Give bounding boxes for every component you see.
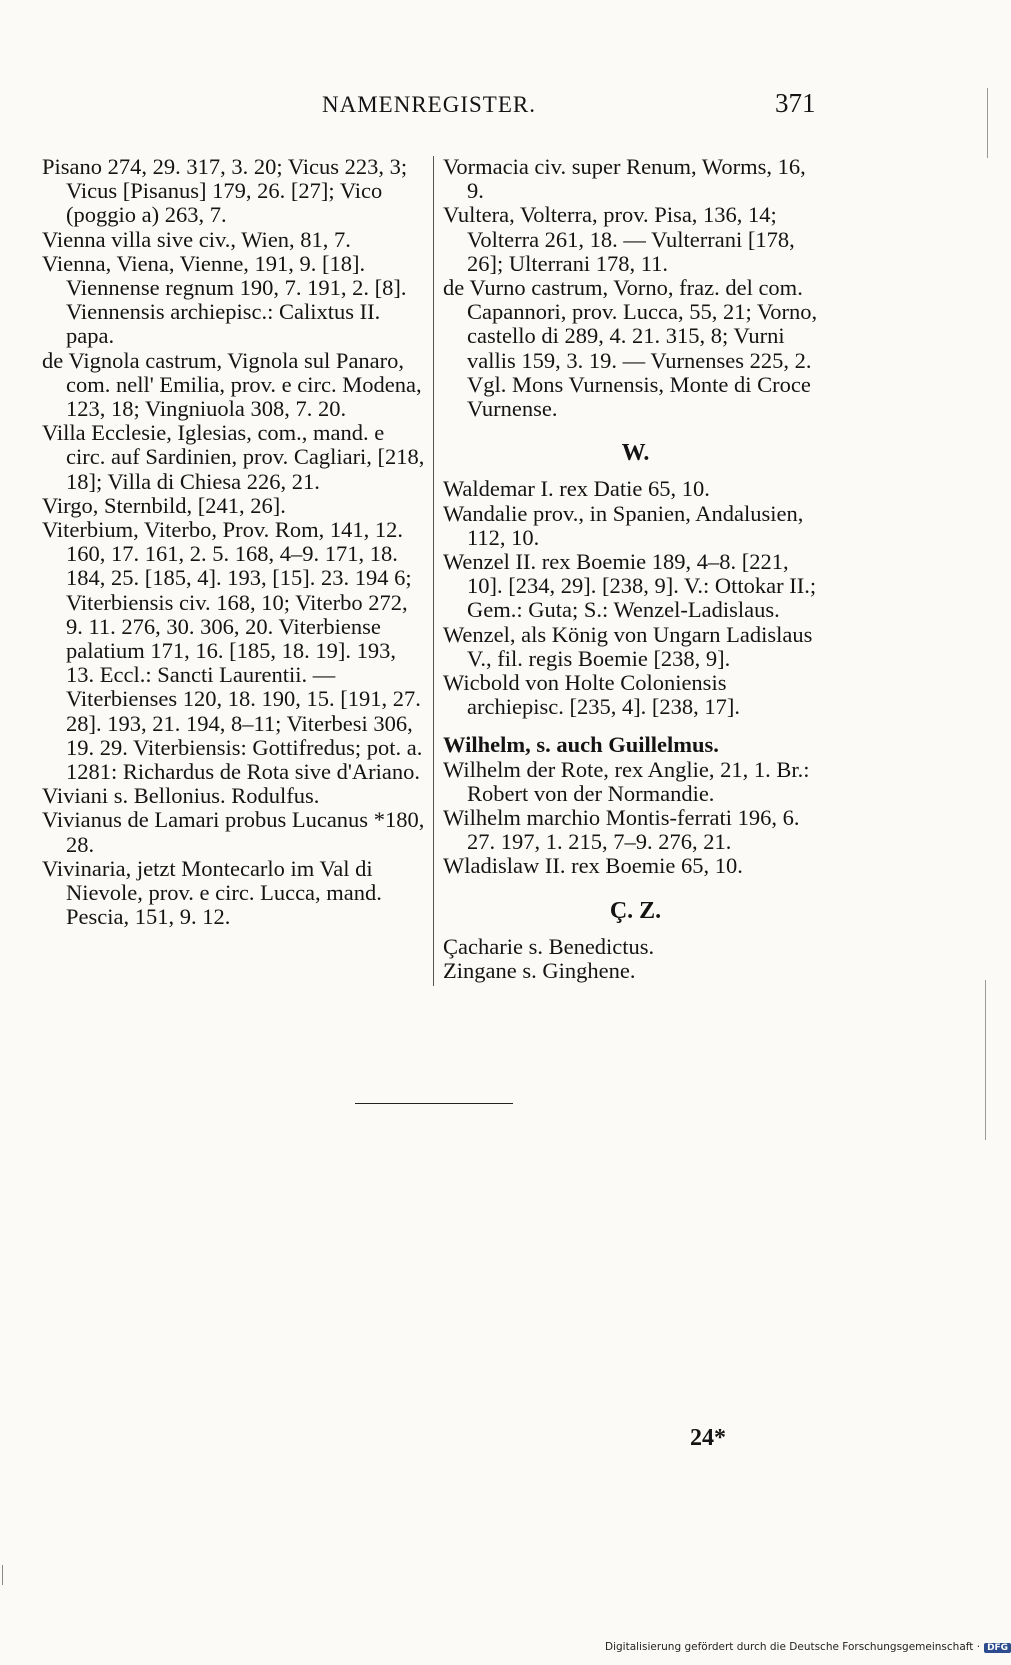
section-heading-w: W. [621,440,650,467]
index-entry: Vivinaria, jetzt Montecarlo im Val di Nievole, prov. e circ. Lucca, mand. Pescia, 151, 9. 12. [42,855,382,930]
margin-mark [2,1565,3,1585]
index-column-left [42,155,427,930]
index-entry: Wandalie prov., in Spanien, Andalusien, 112, 10. [443,500,804,550]
index-entry: Viterbium, Viterbo, Prov. Rom, 141, 12. 160, 17. 161, 2. 5. 168, 4–9. 171, 18. 184, 25. [185, 4]. 193, [15]. 23. 194 6; Viterbiensis civ. 168, 10; Viterbo 272, 9. 11. 276, 30. 306, 20. Viterbiense palatium 171, 16. [185, 18. 19]. 193, 13. Eccl.: Sancti Laurentii. — Viterbienses 120, 18. 190, 15. [191, 27. 28]. 193, 21. 194, 8–11; Viterbesi 306, 19. 29. Viterbiensis: Gottifredus; pot. a. 1281: Richardus de Rota sive d'Ariano. [42,517,423,785]
footer-credit [605,1641,1011,1653]
index-entry: Wilhelm marchio Montis-ferrati 196, 6. 27. 197, 1. 215, 7–9. 276, 21. [443,805,800,855]
signature-mark: 24* [690,1425,726,1451]
index-entry: Vivianus de Lamari probus Lucanus *180, 28. [42,807,425,857]
index-entry: Wenzel, als König von Ungarn Ladislaus V., fil. regis Boemie [238, 9]. [443,621,813,671]
margin-mark [985,980,986,1140]
see-also-entry: Wilhelm, s. auch Guillelmus. [443,732,719,758]
index-entry: Villa Ecclesie, Iglesias, com., mand. e circ. auf Sardinien, prov. Cagliari, [218, 18]; Villa di Chiesa 226, 21. [42,420,425,494]
index-entry: Vienna, Viena, Vienne, 191, 9. [18]. Viennense regnum 190, 7. 191, 2. [8]. Viennensis archiepisc.: Calixtus II. papa. [42,250,407,349]
page-title: NAMENREGISTER. [322,92,536,117]
end-rule [355,1103,513,1104]
section-heading-cz: Ç. Z. [609,897,662,924]
dfg-logo: DFG [984,1643,1011,1653]
index-entry: Wenzel II. rex Boemie 189, 4–8. [221, 10]. [234, 29]. [238, 9]. V.: Ottokar II.; Gem.: Guta; S.: Wenzel-Ladislaus. [443,549,817,623]
page-number: 371 [775,88,816,118]
index-entry: Wladislaw II. rex Boemie 65, 10. [443,853,743,879]
index-column-right [443,155,828,983]
index-entry: Çacharie s. Benedictus. [443,933,655,959]
index-entry: Pisano 274, 29. 317, 3. 20; Vicus 223, 3; Vicus [Pisanus] 179, 26. [27]; Vico (poggio a) 263, 7. [42,154,408,228]
index-entry: Wicbold von Holte Coloniensis archiepisc. [235, 4]. [238, 17]. [443,670,741,720]
index-entry: de Vurno castrum, Vorno, fraz. del com. Capannori, prov. Lucca, 55, 21; Vorno, castello di 289, 4. 21. 315, 8; Vurni vallis 159, 3. 19. — Vurnenses 225, 2. Vgl. Mons Vurnensis, Monte di Croce Vurnense. [443,275,818,422]
index-entry: Waldemar I. rex Datie 65, 10. [443,476,710,502]
column-divider [433,156,434,986]
index-entry: Wilhelm der Rote, rex Anglie, 21, 1. Br.: Robert von der Normandie. [443,756,810,806]
index-entry: de Vignola castrum, Vignola sul Panaro, com. nell' Emilia, prov. e circ. Modena, 123, 18; Vingniuola 308, 7. 20. [42,347,422,422]
footer-text: Digitalisierung gefördert durch die Deutsche Forschungsgemeinschaft · [605,1641,981,1653]
index-entry: Virgo, Sternbild, [241, 26]. [42,492,286,518]
index-entry: Vultera, Volterra, prov. Pisa, 136, 14; Volterra 261, 18. — Vulterrani [178, 26]; Ulterrani 178, 11. [443,202,795,276]
page-header [0,88,1000,128]
index-entry: Viviani s. Bellonius. Rodulfus. [42,783,320,809]
margin-mark [987,88,988,158]
index-entry: Vienna villa sive civ., Wien, 81, 7. [42,226,351,252]
index-entry: Vormacia civ. super Renum, Worms, 16, 9. [443,154,806,204]
index-entry: Zingane s. Ginghene. [443,958,636,984]
